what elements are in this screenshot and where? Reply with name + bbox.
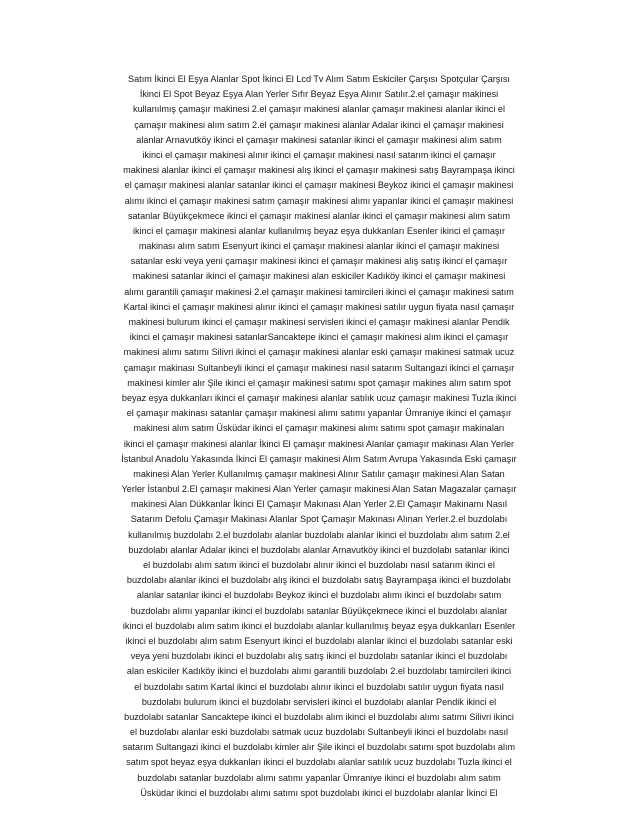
text-line: ikinci el çamaşır makinesi alanlar İkinci El çamaşır makinesi Alanlar çamaşır makinası Alan Yerler [123, 438, 515, 449]
text-line: alımı ikinci el çamaşır makinesi satım çamaşır makinesi alımı yapanlar ikinci el çamaşır makinesi [124, 195, 514, 206]
text-line: ikinci el çamaşır makinesi alanlar kullanılmış beyaz eşya dukkanları Esenler ikinci el çamaşır [133, 225, 505, 236]
text-line: İkinci El Spot Beyaz Eşya Alan Yerler Sıfır Beyaz Eşya Alınır Satılır.2.el çamaşır makinesi [139, 89, 499, 100]
text-line: makinesi Alan Yerler Kullanılmış çamaşır makinesi Alınır Satılır çamaşır makinesi Alan Satan [133, 468, 505, 479]
text-line: buzdolabı alımı yapanlar ikinci el buzdolabı satanlar Büyükçekmece ikinci el buzdolabı alanlar [130, 605, 508, 616]
text-line: el çamaşır makinesi alanlar satanlar ikinci el çamaşır makinesi Beykoz ikinci el çamaşır makinesi [124, 180, 514, 191]
text-line: buzdolabı satanlar Sancaktepe ikinci el buzdolabı alım ikinci el buzdolabı alımı satımı Silivri ikinci [124, 711, 514, 722]
text-line: Üsküdar ikinci el buzdolabı alımı satımı spot buzdolabı ikinci el buzdolabı alanlar İkinci El [140, 787, 498, 798]
text-line: satım spot beyaz eşya dukkanları ikinci el buzdolabı alanlar satılık ucuz buzdolabı Tuzla ikinci el [126, 757, 512, 768]
text-line: Satım İkinci El Eşya Alanlar Spot İkinci El Lcd Tv Alım Satım Eskiciler Çarşısı Spotçular Çarşısı [128, 74, 510, 84]
text-line: buzdolabı bulurum ikinci el buzdolabı servisleri ikinci el buzdolabı alanlar Pendik ikinci el [141, 696, 497, 707]
text-line: makinesi alanlar ikinci el çamaşır makinesi alış ikinci el çamaşır makinesi satış Bayrampaşa ikinci [123, 165, 515, 176]
text-line: makinesi kimler alır Şile ikinci el çamaşır makinesi satımı spot çamaşır makines alım satım spot [127, 377, 511, 388]
text-line: alan eskiciler Kadıköy ikinci el buzdolabı alımı garantili buzdolabı 2.el buzdolabı tamircileri ikinci [126, 666, 512, 677]
text-line: el çamaşır makinası satanlar çamaşır makinesi alımı satımı yapanlar Ümraniye ikinci el çamaşır [126, 408, 512, 419]
text-line: buzdolabı alanlar ikinci el buzdolabı alış ikinci el buzdolabı satış Bayrampaşa ikinci el buzdolabı [126, 575, 512, 586]
text-line: makinesi Alan Dükkanlar İkinci El Çamaşır Makınası Alan Yerler 2.El Çamaşır Makinamı Nasıl [130, 499, 508, 510]
text-line: buzdolabı alanlar Adalar ikinci el buzdolabı alanlar Arnavutköy ikinci el buzdolabı satanlar ikinci [128, 544, 510, 555]
body-text [80, 72, 558, 801]
text-line: el buzdolabı alım satım ikinci el buzdolabı alınır ikinci el buzdolabı nasıl satarım ikinci el [143, 560, 495, 570]
text-line: makinesi bulurum ikinci el çamaşır makinesi servisleri ikinci el çamaşır makinesi alanlar Pendik [128, 317, 510, 327]
text-line: ikinci el çamaşır makinesi satanlarSancaktepe ikinci el çamaşır makinesi alım ikinci el çamaşır [129, 332, 509, 343]
text-line: el buzdolabı satım Kartal ikinci el buzdolabı alınır ikinci el buzdolabı satılır uygun fiyata nasıl [134, 681, 504, 692]
text-line: makinesi alımı satımı Silivri ikinci el çamaşır makinesi alanlar eski çamaşır makinesi satmak ucuz [123, 347, 515, 358]
text-line: kullanılmış çamaşır makinesi 2.el çamaşır makinesi alanlar çamaşır makinesi alanlar ikinci el [133, 104, 505, 115]
text-line: makinası alım satım Esenyurt ikinci el çamaşır makinesi alanlar ikinci el çamaşır makinesi [138, 241, 500, 252]
text-line: makinesi alım satım Üsküdar ikinci el çamaşır makinesi alımı satımı spot çamaşır makinaları [133, 423, 505, 434]
text-line: buzdolabı satanlar buzdolabı alımı satımı yapanlar Ümraniye ikinci el buzdolabı alım satım [137, 772, 501, 783]
text-line: alanlar Arnavutköy ikinci el çamaşır makinesi satanlar ikinci el çamaşır makinesi alım satım [136, 134, 502, 145]
text-line: satanlar eski veya yeni çamaşır makinesi ikinci el çamaşır makinesi alış satış ikinci el çamaşır [130, 256, 508, 267]
text-line: çamaşır makinesi alım satım 2.el çamaşır makinesi alanlar Adalar ikinci el çamaşır makinesi [134, 119, 504, 130]
text-line: Kartal ikinci el çamaşır makinesi alınır ikinci el çamaşır makinesi satılır uygun fiyata nasıl çamaşır [123, 301, 515, 312]
text-line: Satarım Defolu Çamaşır Makinası Alanlar Spot Çamaşır Makınası Alınan Yerler.2.el buzdolabı [130, 514, 508, 525]
text-line: ikinci el buzdolabı alım satım Esenyurt ikinci el buzdolabı alanlar ikinci el buzdolabı satanlar eski [125, 635, 513, 646]
text-line: Yerler İstanbul 2.El çamaşır makinesi Alan Yerler çamaşır makinesi Alan Satan Magazalar çamaşır [121, 484, 517, 495]
text-line: ikinci el buzdolabı alım satım ikinci el buzdolabı alanlar kullanılmış beyaz eşya dukkanları Esenler [122, 620, 516, 631]
text-line: satarım Sultangazi ikinci el buzdolabı kimler alır Şile ikinci el buzdolabı satımı spot buzdolabı alım [122, 742, 516, 753]
text-line: satanlar Büyükçekmece ikinci el çamaşır makinesi alanlar ikinci el çamaşır makinesi alım satım [127, 210, 511, 221]
text-line: veya yeni buzdolabı ikinci el buzdolabı alış satış ikinci el buzdolabı satanlar ikinci el buzdolabı [130, 651, 508, 662]
text-line: alımı garantili çamaşır makinesi 2.el çamaşır makinesi tamircileri ikinci el çamaşır makinesi satım [124, 286, 514, 297]
text-line: el buzdolabı alanlar eski buzdolabı satmak ucuz buzdolabı Sultanbeyli ikinci el buzdolabı nasıl [129, 727, 509, 738]
text-line: beyaz eşya dukkanları ikinci el çamaşır makinesi alanlar satılık ucuz çamaşır makinesi Tuzla ikinci [121, 392, 517, 403]
text-line: ikinci el çamaşır makinesi alınır ikinci el çamaşır makinesi nasıl satarım ikinci el çamaşır [142, 149, 496, 160]
text-line: alanlar satanlar ikinci el buzdolabı Beykoz ikinci el buzdolabı alımı ikinci el buzdolabı satım [136, 590, 502, 601]
text-line: çamaşır makinası Sultanbeyli ikinci el çamaşır makinesi nasıl satarım Sultangazi ikinci el çamaşır [123, 362, 515, 373]
text-line: makinesi satanlar ikinci el çamaşır makinesi alan eskiciler Kadıköy ikinci el çamaşır makinesi [132, 271, 506, 282]
text-line: kullanılmış buzdolabı 2.el buzdolabı alanlar buzdolabı alanlar ikinci el buzdolabı alım satım 2.el [128, 529, 510, 540]
text-line: İstanbul Anadolu Yakasında İkinci El çamaşır makinesi Alım Satım Avrupa Yakasında Eski çamaşır [121, 453, 517, 464]
